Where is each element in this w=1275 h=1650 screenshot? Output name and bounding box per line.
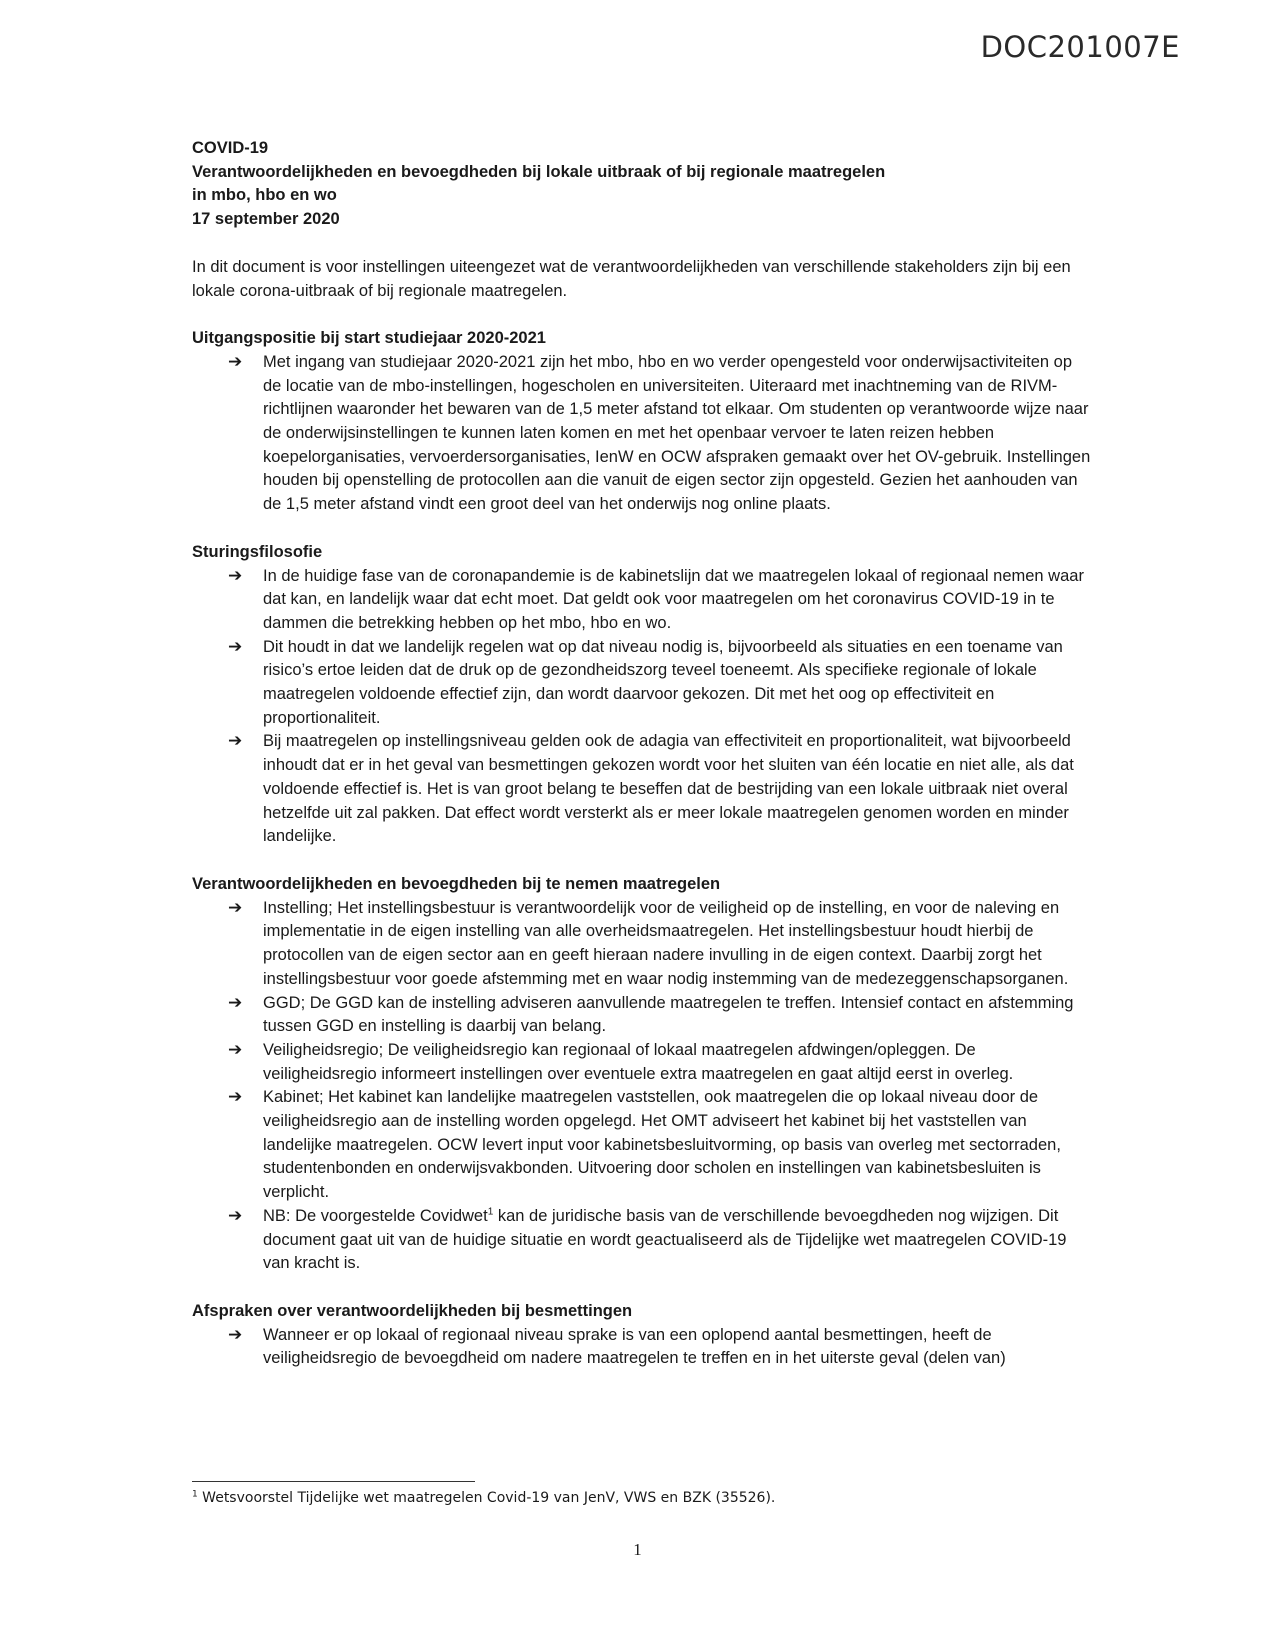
footnote-divider — [192, 1481, 475, 1482]
section-heading: Verantwoordelijkheden en bevoegdheden bij te nemen maatregelen — [192, 874, 721, 893]
arrow-right-icon: ➔ — [228, 351, 243, 372]
title-line-1: COVID-19 — [192, 139, 269, 157]
footnote-text: Wetsvoorstel Tijdelijke wet maatregelen Covid-19 van JenV, VWS en BZK (35526). — [197, 1490, 776, 1506]
arrow-right-icon: ➔ — [228, 731, 243, 752]
list-item — [192, 1086, 1092, 1205]
document-title — [192, 137, 1092, 232]
arrow-right-icon: ➔ — [228, 1205, 243, 1226]
page-number: 1 — [633, 1540, 642, 1559]
section-sturingsfilosofie — [192, 541, 1092, 849]
list-item-text: Kabinet; Het kabinet kan landelijke maatregelen vaststellen, ook maatregelen die op lokaal niveau door de veiligheidsregio aan de instelling worden opgelegd. Het OMT adviseert het kabinet bij het vaststellen van landelijke maatregelen. OCW levert input voor kabinetsbesluitvorming, op basis van overleg met sectorraden, studentenbonden en onderwijsvakbonden. Uitvoering door scholen en instellingen van kabinetsbesluiten is verplicht. — [263, 1088, 1061, 1202]
document-body — [192, 137, 1092, 1395]
list-item-text: Instelling; Het instellingsbestuur is verantwoordelijk voor de veiligheid op de instelling, en voor de naleving en implementatie in de eigen instelling van alle overheidsmaatregelen. Het instellingsbestuur houdt hierbij de protocollen van de eigen sector aan en geeft hieraan nadere invulling in de eigen context. Daarbij zorgt het instellingsbestuur voor goede afstemming met en waar nodig instemming van de medezeggenschapsorganen. — [263, 898, 1069, 988]
list-item — [192, 897, 1092, 992]
list-item — [192, 636, 1092, 731]
bullet-list — [192, 351, 1092, 517]
section-heading: Uitgangspositie bij start studiejaar 2020-2021 — [192, 329, 546, 348]
list-item — [192, 730, 1092, 849]
list-item — [192, 1324, 1092, 1371]
list-item — [192, 565, 1092, 636]
arrow-right-icon: ➔ — [228, 1087, 243, 1108]
document-code: DOC201007E — [980, 30, 1180, 64]
section-heading: Sturingsfilosofie — [192, 542, 323, 561]
footnote-reference: 1 — [487, 1206, 494, 1218]
list-item — [192, 1039, 1092, 1086]
nb-text-after: kan de juridische basis van de verschillende bevoegdheden nog wijzigen. Dit document gaat uit van de huidige situatie en wordt geactualiseerd als de Tijdelijke wet maatregelen COVID-19 van kracht is. — [263, 1206, 1067, 1273]
list-item-text: Veiligheidsregio; De veiligheidsregio kan regionaal of lokaal maatregelen afdwingen/opleggen. De veiligheidsregio informeert instellingen over eventuele extra maatregelen en gaat altijd eerst in overleg. — [263, 1040, 1014, 1083]
arrow-right-icon: ➔ — [228, 1039, 243, 1060]
footnote — [192, 1490, 1142, 1506]
list-item-text: In de huidige fase van de coronapandemie is de kabinetslijn dat we maatregelen lokaal of regionaal nemen waar dat kan, en landelijk waar dat echt moet. Dat geldt ook voor maatregelen om het coronavirus COVID-19 in te dammen die betrekking hebben op het mbo, hbo en wo. — [263, 566, 1084, 632]
intro-paragraph: In dit document is voor instellingen uiteengezet wat de verantwoordelijkheden van verschillende stakeholders zijn bij een lokale corona-uitbraak of bij regionale maatregelen. — [192, 257, 1071, 300]
nb-text-before: NB: De voorgestelde Covidwet — [263, 1206, 488, 1225]
bullet-list — [192, 565, 1092, 849]
list-item-text: Met ingang van studiejaar 2020-2021 zijn het mbo, hbo en wo verder opengesteld voor onderwijsactiviteiten op de locatie van de mbo-instellingen, hogescholen en universiteiten. Uiteraard met inachtneming van de RIVM-richtlijnen waaronder het bewaren van de 1,5 meter afstand tot elkaar. Om studenten op verantwoorde wijze naar de onderwijsinstellingen te kunnen laten komen en met het openbaar vervoer te laten reizen hebben koepelorganisaties, vervoerdersorganisaties, IenW en OCW afspraken gemaakt over het OV-gebruik. Instellingen houden bij openstelling de protocollen aan die vanuit de eigen sector zijn opgesteld. Gezien het aanhouden van de 1,5 meter afstand vindt een groot deel van het onderwijs nog online plaats. — [263, 352, 1091, 514]
arrow-right-icon: ➔ — [228, 636, 243, 657]
list-item — [192, 351, 1092, 517]
list-item-nb — [192, 1205, 1092, 1276]
title-line-4: 17 september 2020 — [192, 210, 340, 229]
list-item — [192, 992, 1092, 1039]
bullet-list — [192, 897, 1092, 1276]
arrow-right-icon: ➔ — [228, 565, 243, 586]
arrow-right-icon: ➔ — [228, 897, 243, 918]
list-item-text: Bij maatregelen op instellingsniveau gelden ook de adagia van effectiviteit en proportionaliteit, wat bijvoorbeeld inhoudt dat er in het geval van besmettingen gekozen wordt voor het sluiten van één locatie en niet alle, als dat voldoende effectief is. Het is van groot belang te beseffen dat de bestrijding van een lokale uitbraak niet overal hetzelfde uit zal pakken. Dat effect wordt versterkt als er meer lokale maatregelen genomen worden en minder landelijke. — [263, 732, 1074, 846]
list-item-text: GGD; De GGD kan de instelling adviseren aanvullende maatregelen te treffen. Intensief contact en afstemming tussen GGD en instelling is daarbij van belang. — [263, 993, 1074, 1036]
arrow-right-icon: ➔ — [228, 1324, 243, 1345]
list-item-text: Wanneer er op lokaal of regionaal niveau sprake is van een oplopend aantal besmettingen, heeft de veiligheidsregio de bevoegdheid om nadere maatregelen te treffen en in het uiterste geval (delen van) — [263, 1325, 1006, 1368]
section-verantwoordelijkheden — [192, 873, 1092, 1276]
section-heading: Afspraken over verantwoordelijkheden bij besmettingen — [192, 1301, 633, 1320]
section-afspraken — [192, 1300, 1092, 1371]
bullet-list — [192, 1324, 1092, 1371]
arrow-right-icon: ➔ — [228, 992, 243, 1013]
title-line-2: Verantwoordelijkheden en bevoegdheden bij lokale uitbraak of bij regionale maatregelen — [192, 162, 886, 181]
section-uitgangspositie — [192, 327, 1092, 517]
title-line-3: in mbo, hbo en wo — [192, 186, 337, 205]
list-item-text: Dit houdt in dat we landelijk regelen wat op dat niveau nodig is, bijvoorbeeld als situaties en een toename van risico’s ertoe leiden dat de druk op de gezondheidszorg teveel toeneemt. Als specifieke regionale of lokale maatregelen voldoende effectief zijn, dan wordt daarvoor gekozen. Dit met het oog op effectiviteit en proportionaliteit. — [263, 637, 1063, 727]
footnote-number: 1 — [192, 1489, 198, 1500]
